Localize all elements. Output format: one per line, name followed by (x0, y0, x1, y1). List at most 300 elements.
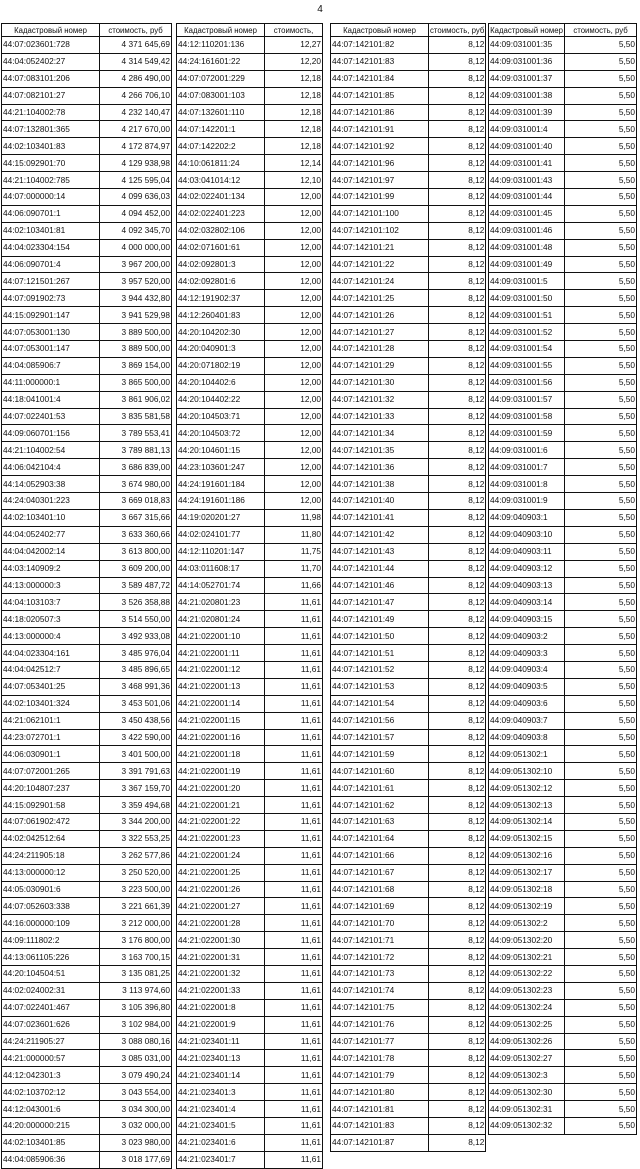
cadastral-number-cell: 44:07:142101:96 (331, 155, 429, 172)
cost-cell: 8,12 (429, 239, 486, 256)
table-row (489, 1118, 637, 1135)
cost-cell: 5,50 (565, 729, 637, 746)
table-row (489, 628, 637, 645)
table-row (489, 797, 637, 814)
table-row (2, 982, 172, 999)
cadastral-number-cell: 44:09:031001:7 (489, 459, 565, 476)
cost-cell: 3 865 500,00 (100, 374, 172, 391)
table-row (331, 526, 486, 543)
cadastral-number-cell: 44:07:053401:25 (2, 678, 100, 695)
cost-cell: 3 105 396,80 (100, 999, 172, 1016)
cadastral-number-cell: 44:21:023401:4 (177, 1101, 265, 1118)
table-row (2, 898, 172, 915)
cadastral-number-cell: 44:07:142101:78 (331, 1050, 429, 1067)
cadastral-number-cell: 44:09:051302:27 (489, 1050, 565, 1067)
cadastral-number-cell: 44:21:022001:19 (177, 763, 265, 780)
table-row (2, 239, 172, 256)
table-row (489, 965, 637, 982)
table-row (331, 560, 486, 577)
cost-cell: 12,00 (265, 307, 323, 324)
table-row (331, 391, 486, 408)
cadastral-number-cell: 44:07:142101:64 (331, 830, 429, 847)
table-row (177, 1067, 323, 1084)
table-row (177, 982, 323, 999)
cadastral-number-cell: 44:21:104002:54 (2, 442, 100, 459)
table-row (2, 273, 172, 290)
cadastral-number-cell: 44:21:022001:15 (177, 712, 265, 729)
table-row (331, 273, 486, 290)
cost-cell: 8,12 (429, 53, 486, 70)
cost-cell: 12,10 (265, 172, 323, 189)
table-row (2, 374, 172, 391)
cadastral-number-cell: 44:09:051302:3 (489, 1067, 565, 1084)
cost-cell: 11,61 (265, 1134, 323, 1151)
cadastral-number-cell: 44:09:040903:6 (489, 695, 565, 712)
cadastral-number-cell: 44:07:142101:83 (331, 1118, 429, 1135)
cost-cell: 3 526 358,88 (100, 594, 172, 611)
header-cost: стоимость, руб (565, 24, 637, 37)
table-row (2, 442, 172, 459)
cost-cell: 8,12 (429, 189, 486, 206)
cadastral-number-cell: 44:09:031001:59 (489, 425, 565, 442)
cost-cell: 3 102 984,00 (100, 1016, 172, 1033)
cost-cell: 5,50 (565, 763, 637, 780)
cadastral-number-cell: 44:07:000000:14 (2, 189, 100, 206)
cost-cell: 12,00 (265, 476, 323, 493)
cost-cell: 12,00 (265, 205, 323, 222)
cadastral-number-cell: 44:09:031001:44 (489, 189, 565, 206)
table-row (331, 476, 486, 493)
table-row (2, 628, 172, 645)
cadastral-number-cell: 44:09:051302:22 (489, 965, 565, 982)
cadastral-number-cell: 44:07:142101:24 (331, 273, 429, 290)
cadastral-number-cell: 44:07:142101:25 (331, 290, 429, 307)
cost-cell: 12,00 (265, 222, 323, 239)
cost-cell: 8,12 (429, 712, 486, 729)
table-row (177, 307, 323, 324)
table-row (2, 645, 172, 662)
cost-cell: 11,70 (265, 560, 323, 577)
table-row (331, 763, 486, 780)
cadastral-number-cell: 44:07:142101:99 (331, 189, 429, 206)
cost-cell: 12,00 (265, 408, 323, 425)
table-row (331, 847, 486, 864)
cadastral-number-cell: 44:07:142101:67 (331, 864, 429, 881)
cost-cell: 12,18 (265, 87, 323, 104)
cadastral-number-cell: 44:09:031001:54 (489, 341, 565, 358)
cost-cell: 8,12 (429, 222, 486, 239)
cost-cell: 11,61 (265, 661, 323, 678)
cadastral-number-cell: 44:23:072701:1 (2, 729, 100, 746)
table-row (489, 222, 637, 239)
table-row (177, 999, 323, 1016)
table-row (2, 695, 172, 712)
cadastral-number-cell: 44:07:142101:51 (331, 645, 429, 662)
cost-cell: 8,12 (429, 493, 486, 510)
table-row (331, 138, 486, 155)
cost-cell: 5,50 (565, 172, 637, 189)
cost-cell: 5,50 (565, 324, 637, 341)
table-row (2, 965, 172, 982)
cost-cell: 3 589 487,72 (100, 577, 172, 594)
cadastral-number-cell: 44:15:092901:58 (2, 797, 100, 814)
table-row (2, 915, 172, 932)
cadastral-number-cell: 44:09:031001:8 (489, 476, 565, 493)
table-row (177, 830, 323, 847)
cost-cell: 4 125 595,04 (100, 172, 172, 189)
cost-cell: 11,61 (265, 881, 323, 898)
cadastral-number-cell: 44:09:051302:15 (489, 830, 565, 847)
table-row (489, 256, 637, 273)
cost-cell: 12,00 (265, 493, 323, 510)
cadastral-number-cell: 44:09:031001:49 (489, 256, 565, 273)
cost-cell: 12,18 (265, 70, 323, 87)
table-row (489, 526, 637, 543)
table-row (331, 982, 486, 999)
cadastral-number-cell: 44:12:110201:136 (177, 37, 265, 54)
cost-cell: 11,61 (265, 1151, 323, 1168)
cost-cell: 11,61 (265, 780, 323, 797)
cost-cell: 8,12 (429, 1016, 486, 1033)
cadastral-number-cell: 44:07:022401:467 (2, 999, 100, 1016)
cost-cell: 5,50 (565, 898, 637, 915)
cost-cell: 11,61 (265, 611, 323, 628)
cost-cell: 8,12 (429, 104, 486, 121)
cost-cell: 3 835 581,58 (100, 408, 172, 425)
table-row (331, 37, 486, 54)
cost-cell: 4 172 874,97 (100, 138, 172, 155)
cost-cell: 3 967 200,00 (100, 256, 172, 273)
cadastral-number-cell: 44:07:142101:84 (331, 70, 429, 87)
cost-cell: 5,50 (565, 189, 637, 206)
table-row (489, 661, 637, 678)
table-row (331, 830, 486, 847)
cadastral-number-cell: 44:09:111802:2 (2, 932, 100, 949)
table-row (331, 1101, 486, 1118)
table-row (489, 391, 637, 408)
cost-cell: 5,50 (565, 864, 637, 881)
table-row (2, 1134, 172, 1151)
cost-cell: 3 250 520,00 (100, 864, 172, 881)
cost-cell: 5,50 (565, 560, 637, 577)
table-row (331, 678, 486, 695)
cadastral-number-cell: 44:07:142101:47 (331, 594, 429, 611)
cost-cell: 12,00 (265, 374, 323, 391)
cost-cell: 3 322 553,25 (100, 830, 172, 847)
table-row (331, 1050, 486, 1067)
cadastral-number-cell: 44:07:142101:56 (331, 712, 429, 729)
cadastral-number-cell: 44:07:142201:1 (177, 121, 265, 138)
cadastral-number-cell: 44:02:042512:64 (2, 830, 100, 847)
cost-cell: 8,12 (429, 915, 486, 932)
cost-cell: 5,50 (565, 374, 637, 391)
table-row (177, 1033, 323, 1050)
cadastral-number-cell: 44:21:022001:28 (177, 915, 265, 932)
cadastral-number-cell: 44:20:104601:15 (177, 442, 265, 459)
cadastral-number-cell: 44:07:061902:472 (2, 813, 100, 830)
table-row (2, 780, 172, 797)
cost-cell: 8,12 (429, 341, 486, 358)
cost-cell: 3 889 500,00 (100, 324, 172, 341)
table-row (331, 932, 486, 949)
table-row (489, 881, 637, 898)
cadastral-number-cell: 44:13:000000:4 (2, 628, 100, 645)
table-row (331, 611, 486, 628)
table-row (489, 239, 637, 256)
cost-cell: 4 129 938,98 (100, 155, 172, 172)
cadastral-number-cell: 44:07:142101:73 (331, 965, 429, 982)
cadastral-number-cell: 44:05:030901:6 (2, 881, 100, 898)
cadastral-number-cell: 44:12:191902:37 (177, 290, 265, 307)
cadastral-number-cell: 44:21:020801:23 (177, 594, 265, 611)
cost-cell: 5,50 (565, 982, 637, 999)
table-row (331, 1084, 486, 1101)
table-row (331, 949, 486, 966)
cadastral-number-cell: 44:09:040903:7 (489, 712, 565, 729)
cadastral-number-cell: 44:04:042512:7 (2, 661, 100, 678)
header-cost: стоимость, руб (430, 25, 485, 35)
cadastral-number-cell: 44:09:051302:23 (489, 982, 565, 999)
cost-cell: 3 163 700,15 (100, 949, 172, 966)
table-row (177, 965, 323, 982)
table-row (489, 121, 637, 138)
cost-cell: 5,50 (565, 847, 637, 864)
table-row (177, 459, 323, 476)
table-row (489, 493, 637, 510)
cadastral-number-cell: 44:07:142101:59 (331, 746, 429, 763)
cadastral-number-cell: 44:21:022001:26 (177, 881, 265, 898)
cost-cell: 5,50 (565, 87, 637, 104)
cost-cell: 11,61 (265, 898, 323, 915)
cadastral-number-cell: 44:07:142101:40 (331, 493, 429, 510)
cadastral-number-cell: 44:07:023601:728 (2, 37, 100, 54)
cost-cell: 11,61 (265, 746, 323, 763)
cost-cell: 5,50 (565, 391, 637, 408)
cost-cell: 5,50 (565, 341, 637, 358)
table-row (177, 273, 323, 290)
cost-cell: 5,50 (565, 459, 637, 476)
table-row (2, 932, 172, 949)
cost-cell: 5,50 (565, 949, 637, 966)
table-row (2, 459, 172, 476)
cadastral-number-cell: 44:07:072001:229 (177, 70, 265, 87)
cadastral-number-cell: 44:07:142101:42 (331, 526, 429, 543)
cost-cell: 3 043 554,00 (100, 1084, 172, 1101)
cadastral-number-cell: 44:07:142101:43 (331, 543, 429, 560)
cadastral-number-cell: 44:09:051302:18 (489, 881, 565, 898)
cost-cell: 12,00 (265, 290, 323, 307)
cadastral-number-cell: 44:09:031001:6 (489, 442, 565, 459)
cost-cell: 12,00 (265, 391, 323, 408)
cadastral-number-cell: 44:07:142101:46 (331, 577, 429, 594)
cadastral-number-cell: 44:20:104503:71 (177, 408, 265, 425)
cadastral-number-cell: 44:09:051302:10 (489, 763, 565, 780)
cadastral-number-cell: 44:07:142101:97 (331, 172, 429, 189)
cost-cell: 5,50 (565, 746, 637, 763)
cadastral-number-cell: 44:07:142101:21 (331, 239, 429, 256)
cadastral-number-cell: 44:04:052402:27 (2, 53, 100, 70)
cost-cell: 5,50 (565, 442, 637, 459)
table-row (177, 797, 323, 814)
table-row (489, 307, 637, 324)
cadastral-number-cell: 44:07:142101:60 (331, 763, 429, 780)
cadastral-number-cell: 44:07:142101:87 (331, 1134, 429, 1151)
cadastral-number-cell: 44:21:022001:23 (177, 830, 265, 847)
cost-cell: 8,12 (429, 87, 486, 104)
cost-cell: 8,12 (429, 256, 486, 273)
cadastral-number-cell: 44:07:142101:27 (331, 324, 429, 341)
cost-cell: 11,61 (265, 949, 323, 966)
table-row (2, 290, 172, 307)
cost-cell: 5,50 (565, 493, 637, 510)
table-row (2, 1050, 172, 1067)
cost-cell: 8,12 (429, 138, 486, 155)
table-row (489, 746, 637, 763)
cost-cell: 8,12 (429, 509, 486, 526)
cadastral-number-cell: 44:07:142101:33 (331, 408, 429, 425)
cost-cell: 5,50 (565, 1101, 637, 1118)
cadastral-number-cell: 44:07:082101:27 (2, 87, 100, 104)
table-row (331, 425, 486, 442)
cadastral-number-cell: 44:20:071802:19 (177, 357, 265, 374)
cost-cell: 12,00 (265, 442, 323, 459)
table-row (331, 121, 486, 138)
table-row (331, 155, 486, 172)
table-row (2, 1067, 172, 1084)
cost-cell: 11,66 (265, 577, 323, 594)
cadastral-number-cell: 44:07:083101:206 (2, 70, 100, 87)
cadastral-number-cell: 44:24:211905:18 (2, 847, 100, 864)
table-row (331, 87, 486, 104)
table-row (489, 189, 637, 206)
table-row (489, 1084, 637, 1101)
cost-cell: 11,61 (265, 915, 323, 932)
table-row (489, 932, 637, 949)
cost-cell: 3 514 550,00 (100, 611, 172, 628)
cadastral-number-cell: 44:21:022001:32 (177, 965, 265, 982)
cost-cell: 8,12 (429, 391, 486, 408)
cost-cell: 3 889 500,00 (100, 341, 172, 358)
cost-cell: 11,61 (265, 830, 323, 847)
cadastral-number-cell: 44:04:052402:77 (2, 526, 100, 543)
table-row (331, 222, 486, 239)
table-row (177, 87, 323, 104)
cadastral-number-cell: 44:07:142101:74 (331, 982, 429, 999)
cost-cell: 5,50 (565, 695, 637, 712)
table-row (489, 324, 637, 341)
table-row (2, 509, 172, 526)
table-row (177, 1101, 323, 1118)
cadastral-number-cell: 44:21:022001:20 (177, 780, 265, 797)
cost-cell: 5,50 (565, 290, 637, 307)
cadastral-number-cell: 44:09:040903:15 (489, 611, 565, 628)
cost-cell: 5,50 (565, 1033, 637, 1050)
table-row (489, 780, 637, 797)
table-row (489, 729, 637, 746)
cadastral-number-cell: 44:21:022001:25 (177, 864, 265, 881)
cost-cell: 11,61 (265, 628, 323, 645)
table-row (489, 70, 637, 87)
cost-cell: 5,50 (565, 526, 637, 543)
cost-cell: 3 468 991,36 (100, 678, 172, 695)
cost-cell: 12,00 (265, 459, 323, 476)
cost-cell: 8,12 (429, 645, 486, 662)
cadastral-number-cell: 44:24:161601:22 (177, 53, 265, 70)
table-row (331, 813, 486, 830)
cost-cell: 11,61 (265, 1118, 323, 1135)
cadastral-number-cell: 44:03:140909:2 (2, 560, 100, 577)
cadastral-number-cell: 44:20:104807:237 (2, 780, 100, 797)
cadastral-number-cell: 44:09:051302:19 (489, 898, 565, 915)
cost-cell: 11,61 (265, 1067, 323, 1084)
table-row (331, 543, 486, 560)
table-row (177, 37, 323, 54)
cadastral-number-cell: 44:07:142101:53 (331, 678, 429, 695)
table-row (489, 273, 637, 290)
cost-cell: 11,61 (265, 763, 323, 780)
cost-cell: 8,12 (429, 982, 486, 999)
cadastral-number-cell: 44:07:142101:72 (331, 949, 429, 966)
cost-cell: 8,12 (429, 560, 486, 577)
cadastral-number-cell: 44:09:051302:20 (489, 932, 565, 949)
cost-cell: 12,00 (265, 324, 323, 341)
table-row (489, 476, 637, 493)
cadastral-number-cell: 44:07:142101:54 (331, 695, 429, 712)
cadastral-number-cell: 44:07:142101:61 (331, 780, 429, 797)
cost-cell: 5,50 (565, 999, 637, 1016)
table-row (489, 87, 637, 104)
cadastral-number-cell: 44:21:023401:6 (177, 1134, 265, 1151)
cadastral-number-cell: 44:07:142101:50 (331, 628, 429, 645)
header-cost: стоимость, (265, 24, 323, 37)
cadastral-number-cell: 44:07:142101:29 (331, 357, 429, 374)
cost-cell: 3 609 200,00 (100, 560, 172, 577)
table-row (2, 70, 172, 87)
cadastral-number-cell: 44:09:051302:32 (489, 1118, 565, 1135)
table-row (489, 915, 637, 932)
cost-cell: 5,50 (565, 53, 637, 70)
cost-cell: 5,50 (565, 1050, 637, 1067)
table-row (331, 341, 486, 358)
cadastral-number-cell: 44:21:022001:30 (177, 932, 265, 949)
cadastral-number-cell: 44:13:000000:3 (2, 577, 100, 594)
cost-cell: 3 957 520,00 (100, 273, 172, 290)
table-row (489, 864, 637, 881)
cost-cell: 8,12 (429, 1084, 486, 1101)
table-row (489, 374, 637, 391)
cost-cell: 3 667 315,66 (100, 509, 172, 526)
table-row (2, 53, 172, 70)
cost-cell: 3 359 494,68 (100, 797, 172, 814)
cadastral-number-cell: 44:02:024101:77 (177, 526, 265, 543)
cost-cell: 5,50 (565, 222, 637, 239)
table-row (331, 695, 486, 712)
cadastral-number-cell: 44:09:060701:156 (2, 425, 100, 442)
cost-cell: 8,12 (429, 1101, 486, 1118)
cost-cell: 12,18 (265, 138, 323, 155)
table-row (2, 847, 172, 864)
table-row (2, 864, 172, 881)
cost-cell: 3 088 080,16 (100, 1033, 172, 1050)
cost-cell: 8,12 (429, 661, 486, 678)
cadastral-number-cell: 44:21:022001:16 (177, 729, 265, 746)
table-row (331, 746, 486, 763)
cadastral-number-cell: 44:21:023401:14 (177, 1067, 265, 1084)
table-row (2, 493, 172, 510)
cost-cell: 8,12 (429, 70, 486, 87)
cost-cell: 5,50 (565, 273, 637, 290)
cadastral-number-cell: 44:09:031001:39 (489, 104, 565, 121)
